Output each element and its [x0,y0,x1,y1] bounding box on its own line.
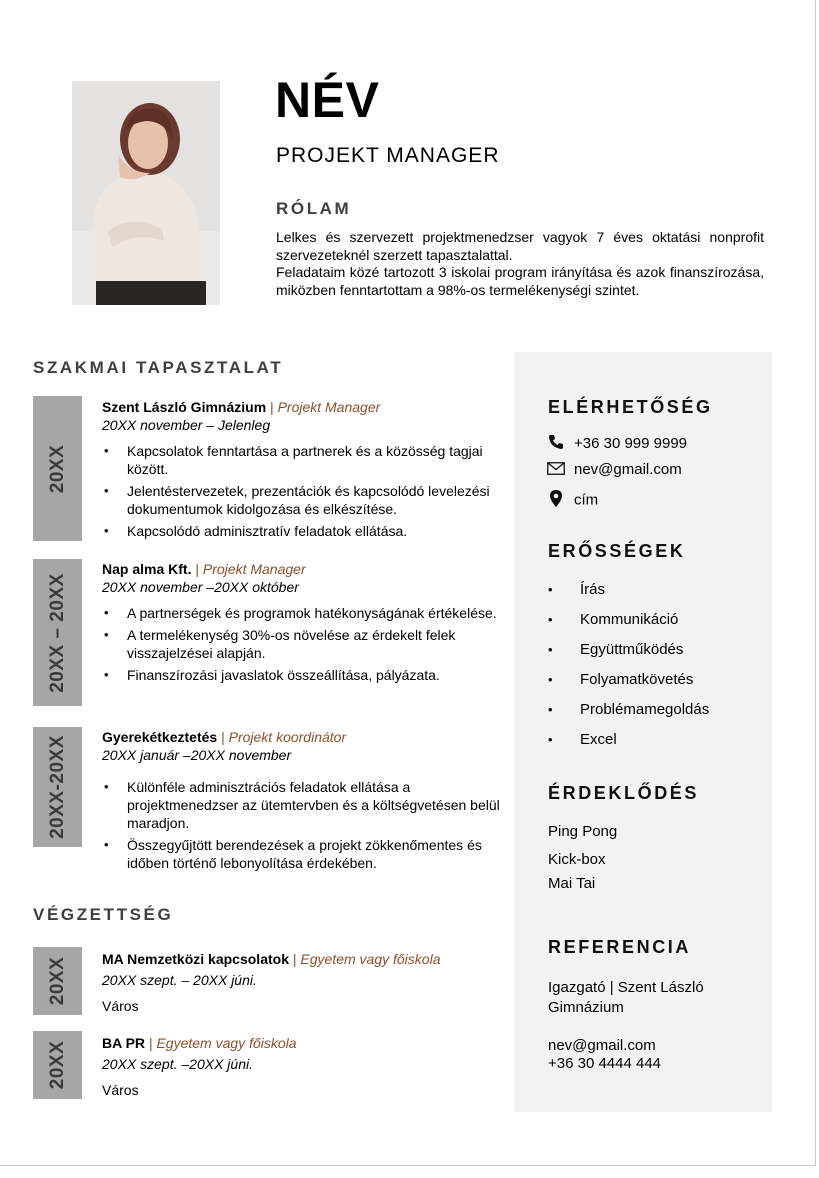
degree: MA Nemzetközi kapcsolatok [102,951,289,967]
list-item: • Kommunikáció [548,611,709,641]
reference-email: nev@gmail.com [548,1037,656,1054]
list-item: • Kapcsolódó adminisztratív feladatok ellátása. [127,522,507,540]
role: Projekt koordinátor [228,729,347,745]
school: Egyetem vagy főiskola [300,951,441,967]
contact-email [546,461,682,479]
reference-institution: Gimnázium [548,999,624,1016]
list-item: • Finanszírozási javaslatok összeállítása, pályázata. [127,666,507,684]
interest-item: Kick-box [548,851,606,868]
date-range: 20XX november –20XX október [102,579,299,595]
separator: | [148,1035,153,1051]
list-item: • Különféle adminisztrációs feladatok ellátása a projektmenedzser az ütemtervben és a költségvetésen belül maradjon. [127,778,507,832]
school: Egyetem vagy főiskola [156,1035,297,1051]
role: Projekt Manager [202,561,306,577]
education-entry [102,950,507,1015]
interest-item: Mai Tai [548,875,596,892]
duty-list [102,778,507,872]
reference-position: Igazgató | Szent László [548,979,704,996]
year-label: 20XX – 20XX [46,572,68,693]
separator: | [292,951,297,967]
list-item: • A termelékenység 30%-os növelése az érdekelt felek visszajelzései alapján. [127,626,507,662]
phone-icon [546,434,566,454]
role: Projekt Manager [277,399,381,415]
date-range: 20XX szept. –20XX júni. [102,1056,253,1072]
list-item: • Írás [548,581,709,611]
degree: BA PR [102,1035,146,1051]
about-text [276,229,764,299]
separator: | [221,729,225,745]
year-bar [33,947,82,1015]
year-label: 20XX [46,444,68,493]
year-label: 20XX [46,956,68,1006]
contact-address [546,490,598,511]
strengths-list [548,581,709,761]
profile-photo [72,81,220,305]
city: Város [102,998,139,1014]
address: cím [574,491,599,509]
person-name: NÉV [275,72,380,128]
location-pin-icon [546,490,566,511]
organization: Nap alma Kft. [102,561,192,577]
duty-list [102,442,507,540]
year-label: 20XX [46,1040,68,1090]
list-item: • Jelentéstervezetek, prezentációk és kapcsolódó levelezési dokumentumok kidolgozása és elkészítése. [127,482,507,518]
job-title: PROJEKT MANAGER [276,144,500,167]
separator: | [195,561,199,577]
separator: | [270,399,274,415]
experience-entry [102,728,507,876]
reference-phone: +36 30 4444 444 [548,1055,662,1072]
year-bar [33,1031,82,1099]
interest-item: Ping Pong [548,823,618,840]
experience-entry [102,398,507,544]
list-item: • Együttműködés [548,641,709,671]
list-item: • Problémamegoldás [548,701,709,731]
duty-list [102,604,507,684]
date-range: 20XX január –20XX november [102,747,292,763]
interests-heading: ÉRDEKLŐDÉS [548,783,700,803]
year-bar [33,559,82,706]
strengths-heading: ERŐSSÉGEK [548,541,686,561]
list-item: • A partnerségek és programok hatékonyságának értékelése. [127,604,507,622]
list-item: • Kapcsolatok fenntartása a partnerek és a közösség tagjai között. [127,442,507,478]
list-item: • Excel [548,731,709,761]
year-bar [33,396,82,541]
education-heading: VÉGZETTSÉG [33,905,174,924]
reference-heading: REFERENCIA [548,937,692,957]
date-range: 20XX november – Jelenleg [102,417,271,433]
date-range: 20XX szept. – 20XX júni. [102,972,257,988]
list-item: • Folyamatkövetés [548,671,709,701]
organization: Szent László Gimnázium [102,399,267,415]
about-paragraph: Feladataim közé tartozott 3 iskolai program irányítása és azok finanszírozása, miközben fenntartottam a 98%-os termelékenységi szintet. [276,264,764,298]
email-address: nev@gmail.com [574,461,682,478]
experience-entry [102,560,507,688]
city: Város [102,1082,139,1098]
phone-number: +36 30 999 9999 [574,434,688,452]
contact-phone [546,434,687,454]
envelope-icon [546,462,566,479]
contact-heading: ELÉRHETŐSÉG [548,397,713,417]
year-bar [33,727,82,847]
organization: Gyerekétkeztetés [102,729,218,745]
education-entry [102,1034,507,1099]
experience-heading: SZAKMAI TAPASZTALAT [33,358,284,377]
about-paragraph: Lelkes és szervezett projektmenedzser vagyok 7 éves oktatási nonprofit szervezeteknél szerzett tapasztalattal. [276,229,764,263]
year-label: 20XX-20XX [46,735,68,839]
about-heading: RÓLAM [276,199,352,218]
list-item: • Összegyűjtött berendezések a projekt zökkenőmentes és időben történő lebonyolítása érdekében. [127,836,507,872]
